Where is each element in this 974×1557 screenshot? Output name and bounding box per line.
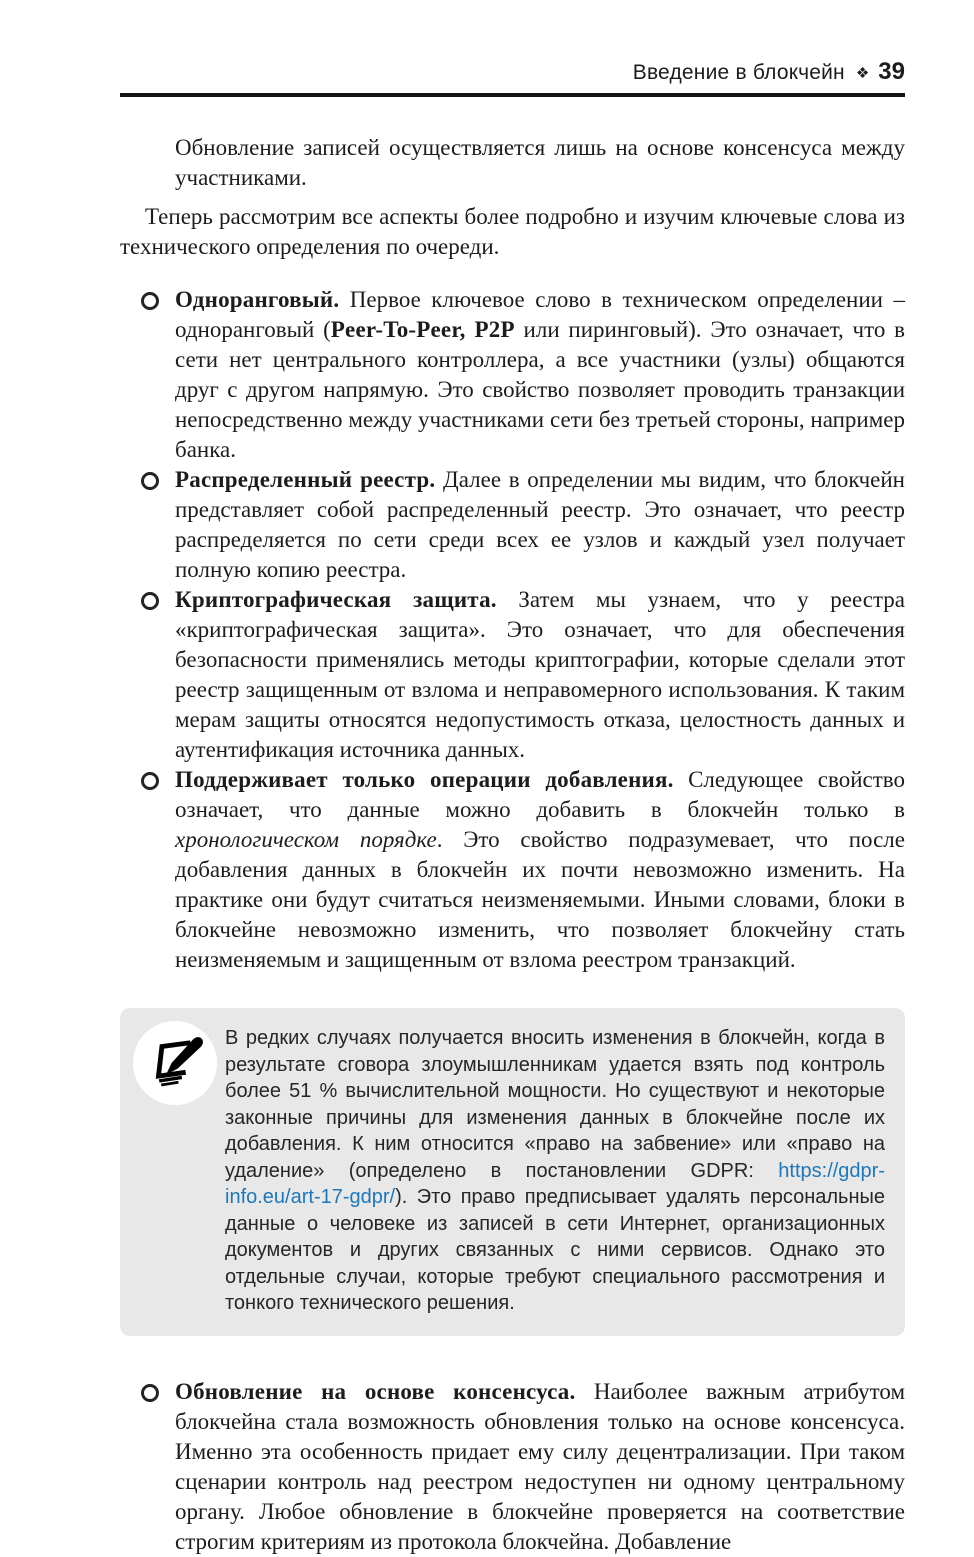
list-item: [120, 585, 905, 765]
list-item: [120, 765, 905, 975]
note-text: ). Это право предписывает удалять персональные данные о человеке из записей в сети Интернет, организационных документов и других связанных с ними сервисов. Однако это отдельные случаи, которые требуют специального рассмотрения и тонкого технического решения.: [225, 1186, 885, 1314]
list-item-term: Распределенный реестр.: [175, 467, 436, 492]
continued-paragraph: Обновление записей осуществляется лишь на основе консенсуса между участниками.: [175, 135, 905, 190]
pen-writing-icon: [133, 1021, 217, 1105]
circle-bullet-icon: [141, 592, 159, 610]
list-item-term: Обновление на основе консенсуса.: [175, 1378, 576, 1404]
page-content: [120, 0, 905, 1557]
list-item: [120, 285, 905, 465]
list-item: [120, 1377, 905, 1557]
definition-list: [120, 285, 905, 975]
list-item: [120, 465, 905, 585]
list-item-text: Распределенный реестр. Далее в определении мы видим, что блокчейн представляет собой распределенный реестр. Это означает, что реестр распределяется по сети среди всех ее узлов и каждый узел получает полную копию реестра.: [175, 467, 905, 582]
circle-bullet-icon: [141, 772, 159, 790]
inline-bold: Peer-To-Peer, P2P: [330, 317, 515, 342]
list-item-text: Одноранговый. Первое ключевое слово в техническом определении – одноранговый (Peer-To-Peer, P2P или пиринговый). Это означает, что в сети нет центрального контроллера, а все участники (узлы) общаются друг с другом напрямую. Это свойство позволяет проводить транзакции непосредственно между участниками сети без третьей стороны, например банка.: [175, 287, 905, 462]
running-header: [120, 0, 905, 86]
header-rule: [120, 93, 905, 97]
list-item-term: Криптографическая защита.: [175, 587, 497, 612]
note-box: [120, 1008, 905, 1336]
note-text: В редких случаях получается вносить изменения в блокчейн, когда в результате сговора злоумышленникам удается взять под контроль более 51 % вычислительной мощности. Но существуют и некоторые законные причины для изменения данных в блокчейне после их добавления. К ним относится «право на забвение» или «право на удаление» (определено в постановлении GDPR:: [225, 1027, 885, 1182]
circle-bullet-icon: [141, 1384, 159, 1402]
lead-paragraph: Теперь рассмотрим все аспекты более подробно и изучим ключевые слова из технического определения по очереди.: [120, 204, 905, 259]
diamond-separator-icon: ❖: [855, 65, 870, 82]
circle-bullet-icon: [141, 292, 159, 310]
list-item-text: Поддерживает только операции добавления. Следующее свойство означает, что данные можно добавить в блокчейн только в хронологическом порядке. Это свойство подразумевает, что после добавления данных в блокчейн их почти невозможно изменить. На практике они будут считаться неизменяемыми. Иными словами, блоки в блокчейне невозможно изменить, что позволяет блокчейну стать неизменяемым и защищенным от взлома реестром транзакций.: [175, 767, 905, 972]
list-item-text: Обновление на основе консенсуса. Наиболее важным атрибутом блокчейна стала возможность обновления только на основе консенсуса. Именно эта особенность придает ему силу децентрализации. При таком сценарии контроль над реестром недоступен ни одному центральному органу. Любое обновление в блокчейне проверяется на соответствие строгим критериям из протокола блокчейна. Добавление: [175, 1378, 905, 1554]
list-item-term: Поддерживает только операции добавления.: [175, 767, 674, 792]
page-number: 39: [878, 58, 905, 85]
list-item-text: Криптографическая защита. Затем мы узнаем, что у реестра «криптографическая защита». Это означает, что для обеспечения безопасности применялись методы криптографии, которые сделали этот реестр защищенным от взлома и неправомерного использования. К таким мерам защиты относятся недопустимость отказа, целостность данных и аутентификация источника данных.: [175, 587, 905, 762]
list-item-term: Одноранговый.: [175, 287, 340, 312]
circle-bullet-icon: [141, 472, 159, 490]
chapter-title: Введение в блокчейн: [632, 61, 845, 84]
inline-italic: хронологическом порядке: [175, 827, 437, 852]
gdpr-link[interactable]: https://gdpr-info.eu/art-17-gdpr/: [225, 1159, 885, 1208]
